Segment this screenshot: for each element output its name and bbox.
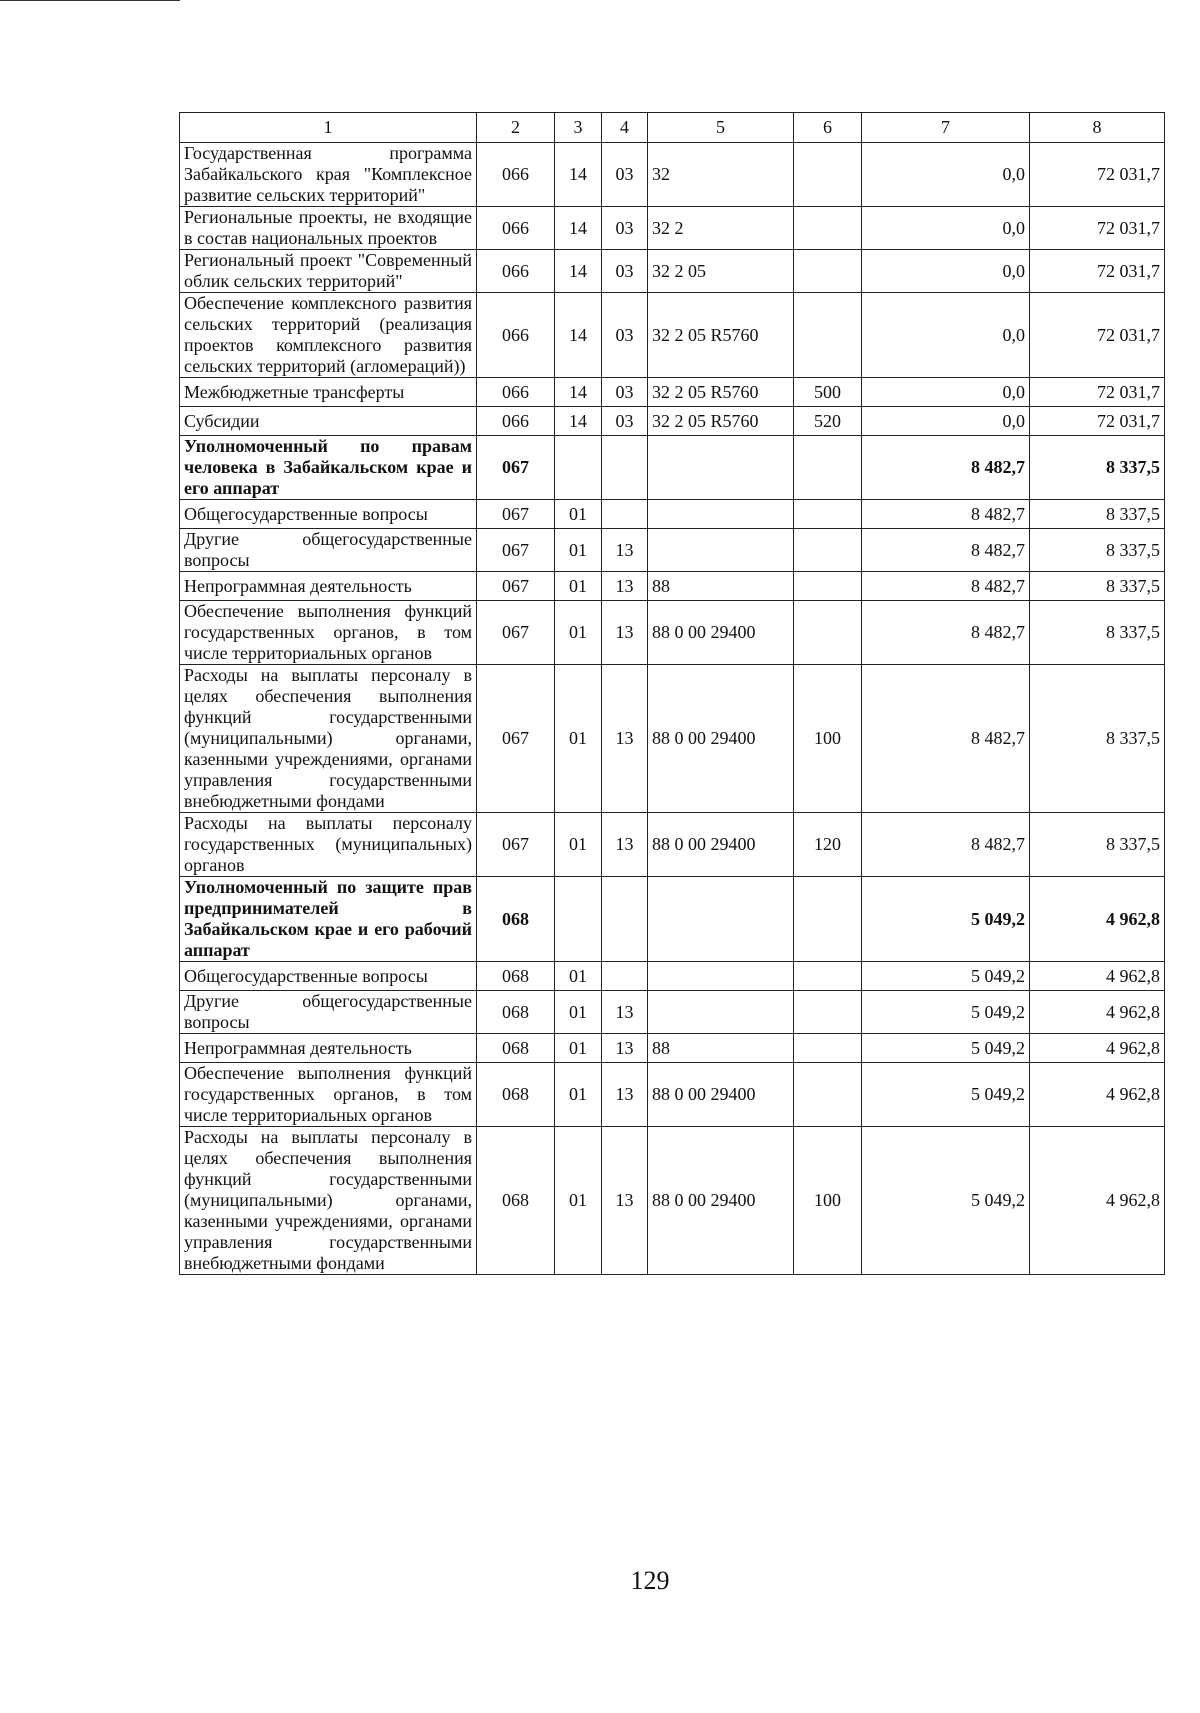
cell-subsection	[602, 877, 648, 962]
cell-ministry-code: 068	[477, 991, 555, 1034]
row-name: Субсидии	[180, 407, 477, 436]
cell-expense-type	[794, 250, 862, 293]
cell-ministry-code: 067	[477, 529, 555, 572]
cell-amount-col8: 72 031,7	[1030, 207, 1165, 250]
table-row	[180, 601, 1165, 665]
cell-subsection: 03	[602, 207, 648, 250]
cell-section: 14	[555, 407, 602, 436]
cell-target-article	[648, 991, 794, 1034]
column-header: 7	[862, 113, 1030, 143]
cell-target-article	[648, 436, 794, 500]
cell-amount-col8: 4 962,8	[1030, 1034, 1165, 1063]
cell-section: 01	[555, 1127, 602, 1275]
row-name: Расходы на выплаты персоналу государственных (муниципальных) органов	[180, 813, 477, 877]
table-row	[180, 207, 1165, 250]
cell-ministry-code: 068	[477, 1063, 555, 1127]
cell-subsection: 03	[602, 250, 648, 293]
cell-amount-col8: 8 337,5	[1030, 813, 1165, 877]
cell-target-article: 88	[648, 1034, 794, 1063]
table-row	[180, 250, 1165, 293]
cell-amount-col7: 0,0	[862, 143, 1030, 207]
cell-target-article: 88 0 00 29400	[648, 1063, 794, 1127]
cell-expense-type	[794, 1034, 862, 1063]
cell-expense-type	[794, 991, 862, 1034]
table-row	[180, 1034, 1165, 1063]
cell-section: 01	[555, 813, 602, 877]
cell-subsection: 13	[602, 1127, 648, 1275]
table-row	[180, 407, 1165, 436]
cell-target-article: 32 2	[648, 207, 794, 250]
cell-subsection	[602, 436, 648, 500]
cell-subsection: 13	[602, 1034, 648, 1063]
cell-amount-col7: 8 482,7	[862, 665, 1030, 813]
cell-amount-col7: 8 482,7	[862, 500, 1030, 529]
cell-expense-type	[794, 1063, 862, 1127]
cell-expense-type	[794, 436, 862, 500]
cell-subsection: 13	[602, 572, 648, 601]
row-name: Общегосударственные вопросы	[180, 962, 477, 991]
cell-ministry-code: 068	[477, 1034, 555, 1063]
cell-expense-type	[794, 572, 862, 601]
cell-amount-col8: 72 031,7	[1030, 407, 1165, 436]
cell-target-article: 88 0 00 29400	[648, 813, 794, 877]
cell-section: 01	[555, 665, 602, 813]
cell-amount-col8: 8 337,5	[1030, 601, 1165, 665]
cell-amount-col7: 0,0	[862, 378, 1030, 407]
cell-subsection: 13	[602, 813, 648, 877]
row-name: Межбюджетные трансферты	[180, 378, 477, 407]
cell-amount-col7: 8 482,7	[862, 572, 1030, 601]
row-name: Обеспечение выполнения функций государственных органов, в том числе территориальных органов	[180, 1063, 477, 1127]
cell-amount-col8: 8 337,5	[1030, 500, 1165, 529]
cell-target-article: 32 2 05 R5760	[648, 407, 794, 436]
cell-amount-col8: 72 031,7	[1030, 378, 1165, 407]
cell-section: 01	[555, 962, 602, 991]
table-row	[180, 143, 1165, 207]
cell-amount-col8: 72 031,7	[1030, 143, 1165, 207]
cell-amount-col7: 8 482,7	[862, 436, 1030, 500]
cell-ministry-code: 066	[477, 378, 555, 407]
cell-section	[555, 877, 602, 962]
cell-ministry-code: 066	[477, 293, 555, 378]
cell-subsection	[602, 962, 648, 991]
cell-section: 14	[555, 293, 602, 378]
cell-subsection: 03	[602, 378, 648, 407]
cell-subsection: 13	[602, 1063, 648, 1127]
cell-amount-col7: 5 049,2	[862, 962, 1030, 991]
table-row	[180, 500, 1165, 529]
row-name: Расходы на выплаты персоналу в целях обеспечения выполнения функций государственными (муниципальными) органами, казенными учреждениями, органами управления государственными внебюджетными фондами	[180, 1127, 477, 1275]
row-name: Обеспечение выполнения функций государственных органов, в том числе территориальных органов	[180, 601, 477, 665]
cell-amount-col8: 4 962,8	[1030, 1063, 1165, 1127]
cell-section: 01	[555, 601, 602, 665]
cell-amount-col8: 8 337,5	[1030, 665, 1165, 813]
cell-ministry-code: 068	[477, 962, 555, 991]
cell-ministry-code: 067	[477, 500, 555, 529]
cell-amount-col8: 4 962,8	[1030, 991, 1165, 1034]
cell-amount-col7: 0,0	[862, 250, 1030, 293]
cell-target-article: 88 0 00 29400	[648, 601, 794, 665]
cell-target-article	[648, 877, 794, 962]
column-header: 1	[180, 113, 477, 143]
row-name: Уполномоченный по правам человека в Забайкальском крае и его аппарат	[180, 436, 477, 500]
column-header: 4	[602, 113, 648, 143]
cell-ministry-code: 068	[477, 1127, 555, 1275]
cell-expense-type: 120	[794, 813, 862, 877]
cell-ministry-code: 066	[477, 207, 555, 250]
page-number: 129	[630, 1566, 670, 1595]
cell-amount-col8: 72 031,7	[1030, 293, 1165, 378]
cell-amount-col7: 8 482,7	[862, 601, 1030, 665]
cell-section: 14	[555, 143, 602, 207]
table-row	[180, 665, 1165, 813]
cell-amount-col7: 5 049,2	[862, 877, 1030, 962]
cell-amount-col7: 5 049,2	[862, 991, 1030, 1034]
cell-target-article: 32	[648, 143, 794, 207]
cell-ministry-code: 068	[477, 877, 555, 962]
column-header: 5	[648, 113, 794, 143]
cell-ministry-code: 067	[477, 572, 555, 601]
cell-expense-type	[794, 143, 862, 207]
cell-section	[555, 436, 602, 500]
cell-amount-col8: 4 962,8	[1030, 877, 1165, 962]
cell-expense-type	[794, 601, 862, 665]
table-row	[180, 436, 1165, 500]
cell-ministry-code: 066	[477, 143, 555, 207]
cell-expense-type	[794, 207, 862, 250]
table-row	[180, 529, 1165, 572]
cell-expense-type	[794, 293, 862, 378]
column-header: 2	[477, 113, 555, 143]
cell-subsection: 13	[602, 665, 648, 813]
table-row	[180, 293, 1165, 378]
cell-amount-col8: 4 962,8	[1030, 962, 1165, 991]
table-row	[180, 991, 1165, 1034]
cell-section: 14	[555, 250, 602, 293]
cell-expense-type	[794, 962, 862, 991]
cell-target-article: 32 2 05 R5760	[648, 293, 794, 378]
cell-section: 01	[555, 572, 602, 601]
cell-expense-type	[794, 500, 862, 529]
row-name: Государственная программа Забайкальского края "Комплексное развитие сельских территорий"	[180, 143, 477, 207]
cell-expense-type	[794, 877, 862, 962]
cell-amount-col8: 8 337,5	[1030, 529, 1165, 572]
cell-ministry-code: 067	[477, 665, 555, 813]
row-name: Региональные проекты, не входящие в состав национальных проектов	[180, 207, 477, 250]
row-name: Расходы на выплаты персоналу в целях обеспечения выполнения функций государственными (муниципальными) органами, казенными учреждениями, органами управления государственными внебюджетными фондами	[180, 665, 477, 813]
cell-subsection: 03	[602, 143, 648, 207]
cell-target-article	[648, 962, 794, 991]
cell-amount-col7: 5 049,2	[862, 1127, 1030, 1275]
row-name: Другие общегосударственные вопросы	[180, 529, 477, 572]
row-name: Общегосударственные вопросы	[180, 500, 477, 529]
cell-section: 01	[555, 1034, 602, 1063]
cell-expense-type	[794, 529, 862, 572]
cell-section: 01	[555, 1063, 602, 1127]
cell-target-article: 88 0 00 29400	[648, 1127, 794, 1275]
cell-target-article: 88 0 00 29400	[648, 665, 794, 813]
cell-ministry-code: 066	[477, 250, 555, 293]
cell-expense-type: 100	[794, 665, 862, 813]
cell-subsection: 13	[602, 601, 648, 665]
table-row	[180, 378, 1165, 407]
cell-subsection	[602, 500, 648, 529]
cell-subsection: 13	[602, 991, 648, 1034]
cell-amount-col7: 0,0	[862, 407, 1030, 436]
table-header-row	[180, 113, 1165, 143]
cell-section: 01	[555, 500, 602, 529]
cell-section: 14	[555, 207, 602, 250]
cell-target-article	[648, 529, 794, 572]
column-header: 6	[794, 113, 862, 143]
cell-expense-type: 100	[794, 1127, 862, 1275]
row-name: Непрограммная деятельность	[180, 1034, 477, 1063]
cell-amount-col8: 8 337,5	[1030, 572, 1165, 601]
cell-ministry-code: 067	[477, 601, 555, 665]
cell-amount-col7: 5 049,2	[862, 1034, 1030, 1063]
table-row	[180, 1063, 1165, 1127]
table-row	[180, 877, 1165, 962]
row-name: Региональный проект "Современный облик сельских территорий"	[180, 250, 477, 293]
cell-subsection: 03	[602, 293, 648, 378]
column-header: 3	[555, 113, 602, 143]
cell-section: 14	[555, 378, 602, 407]
cell-amount-col7: 0,0	[862, 293, 1030, 378]
cell-target-article: 32 2 05	[648, 250, 794, 293]
cell-amount-col7: 0,0	[862, 207, 1030, 250]
cell-amount-col7: 8 482,7	[862, 529, 1030, 572]
row-name: Уполномоченный по защите прав предпринимателей в Забайкальском крае и его рабочий аппарат	[180, 877, 477, 962]
row-name: Обеспечение комплексного развития сельских территорий (реализация проектов комплексного развития сельских территорий (агломераций))	[180, 293, 477, 378]
cell-subsection: 03	[602, 407, 648, 436]
cell-ministry-code: 067	[477, 436, 555, 500]
cell-section: 01	[555, 991, 602, 1034]
cell-ministry-code: 067	[477, 813, 555, 877]
cell-amount-col7: 5 049,2	[862, 1063, 1030, 1127]
table-row	[180, 1127, 1165, 1275]
cell-target-article: 88	[648, 572, 794, 601]
row-name: Непрограммная деятельность	[180, 572, 477, 601]
cell-expense-type: 520	[794, 407, 862, 436]
cell-subsection: 13	[602, 529, 648, 572]
table-row	[180, 572, 1165, 601]
cell-amount-col8: 8 337,5	[1030, 436, 1165, 500]
table-row	[180, 962, 1165, 991]
budget-table	[179, 112, 1165, 1275]
cell-amount-col7: 8 482,7	[862, 813, 1030, 877]
cell-target-article: 32 2 05 R5760	[648, 378, 794, 407]
cell-amount-col8: 4 962,8	[1030, 1127, 1165, 1275]
cell-target-article	[648, 500, 794, 529]
cell-amount-col8: 72 031,7	[1030, 250, 1165, 293]
scan-edge-line	[0, 0, 180, 1]
column-header: 8	[1030, 113, 1165, 143]
cell-expense-type: 500	[794, 378, 862, 407]
cell-ministry-code: 066	[477, 407, 555, 436]
cell-section: 01	[555, 529, 602, 572]
row-name: Другие общегосударственные вопросы	[180, 991, 477, 1034]
table-row	[180, 813, 1165, 877]
